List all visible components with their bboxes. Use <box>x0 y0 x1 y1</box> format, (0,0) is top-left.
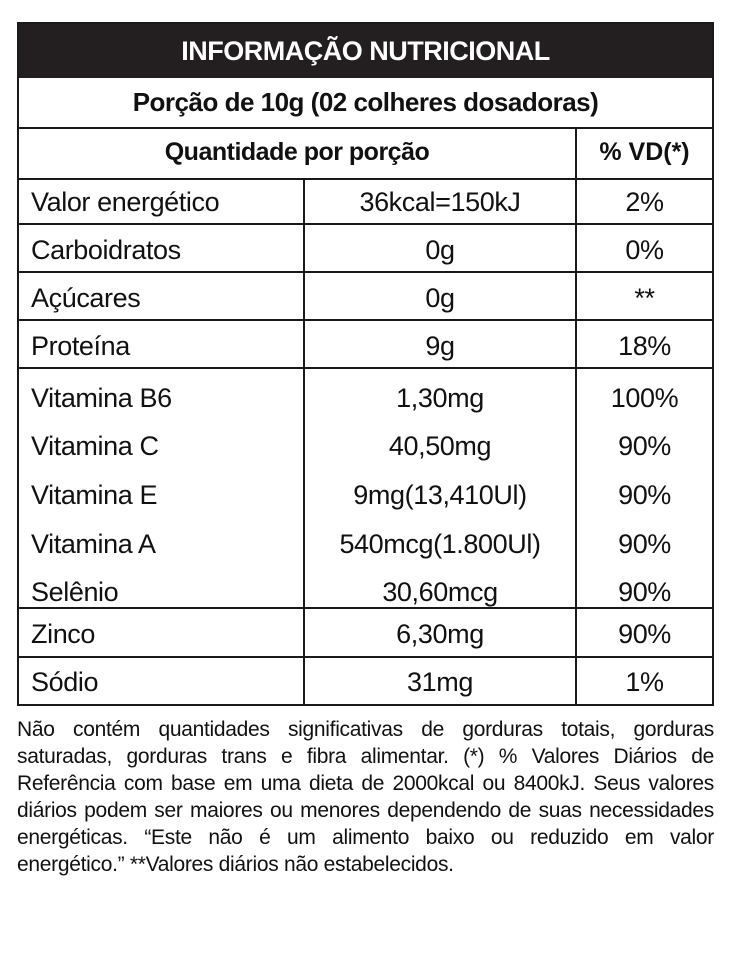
nutrient-dv: 0% <box>625 234 664 265</box>
portion-size: Porção de 10g (02 colheres dosadoras) <box>19 78 712 129</box>
nutrient-dv: 90% <box>618 576 671 607</box>
nutrition-table <box>17 22 714 706</box>
nutrient-amount: 0g <box>425 234 455 265</box>
nutrient-amount: 6,30mg <box>396 618 484 649</box>
nutrient-dv: 90% <box>618 618 671 649</box>
nutrient-amount: 31mg <box>407 666 473 697</box>
nutrient-dv: 90% <box>618 528 671 559</box>
table-row <box>19 471 712 519</box>
footnote-text: Não contém quantidades significativas de gorduras totais, gorduras saturadas, gorduras trans e fibra alimentar. (*) % Valores Diários de Referência com base em uma dieta de 2000kcal ou 8400kJ. Seus valores diários podem ser maiores ou menores dependendo de suas necessidades energéticas. “Este não é um alimento baixo ou reduzido em valor energético.” **Valores diários não estabelecidos. <box>17 718 714 876</box>
nutrient-name: Açúcares <box>31 282 141 313</box>
nutrient-name: Vitamina E <box>31 479 158 510</box>
nutrient-amount: 36kcal=150kJ <box>359 186 521 217</box>
column-header-quantity: Quantidade por porção <box>164 138 430 166</box>
nutrient-amount: 540mcg(1.800Ul) <box>339 528 541 559</box>
table-row <box>19 322 712 370</box>
nutrient-dv: 90% <box>618 479 671 510</box>
nutrient-dv: 18% <box>618 330 671 361</box>
nutrient-name: Vitamina C <box>31 430 159 461</box>
table-row <box>19 274 712 322</box>
table-row <box>19 610 712 658</box>
nutrient-name: Valor energético <box>31 186 220 217</box>
nutrient-name: Vitamina B6 <box>31 382 172 413</box>
nutrient-name: Vitamina A <box>31 528 156 559</box>
table-row <box>19 226 712 274</box>
nutrient-amount: 0g <box>425 282 455 313</box>
nutrient-amount: 40,50mg <box>388 430 492 461</box>
table-row <box>19 658 712 706</box>
nutrient-amount: 9mg(13,410Ul) <box>353 479 527 510</box>
nutrient-dv: ** <box>634 282 655 313</box>
nutrient-dv: 2% <box>625 186 664 217</box>
nutrient-amount: 9g <box>425 330 455 361</box>
nutrient-dv: 90% <box>618 430 671 461</box>
nutrient-name: Proteína <box>31 330 130 361</box>
table-row <box>19 422 712 470</box>
nutrient-dv: 1% <box>625 666 664 697</box>
nutrient-name: Sódio <box>31 666 99 697</box>
column-header-row <box>19 127 712 180</box>
table-row <box>19 374 712 422</box>
table-title: INFORMAÇÃO NUTRICIONAL <box>19 24 712 78</box>
nutrient-name: Zinco <box>31 618 96 649</box>
table-row <box>19 178 712 226</box>
nutrient-name: Selênio <box>31 576 119 607</box>
table-row <box>19 520 712 568</box>
nutrient-dv: 100% <box>610 382 679 413</box>
nutrient-amount: 30,60mcg <box>382 576 498 607</box>
table-row <box>19 568 712 616</box>
nutrient-amount: 1,30mg <box>396 382 484 413</box>
column-header-dv: % VD(*) <box>599 138 690 166</box>
nutrient-name: Carboidratos <box>31 234 181 265</box>
